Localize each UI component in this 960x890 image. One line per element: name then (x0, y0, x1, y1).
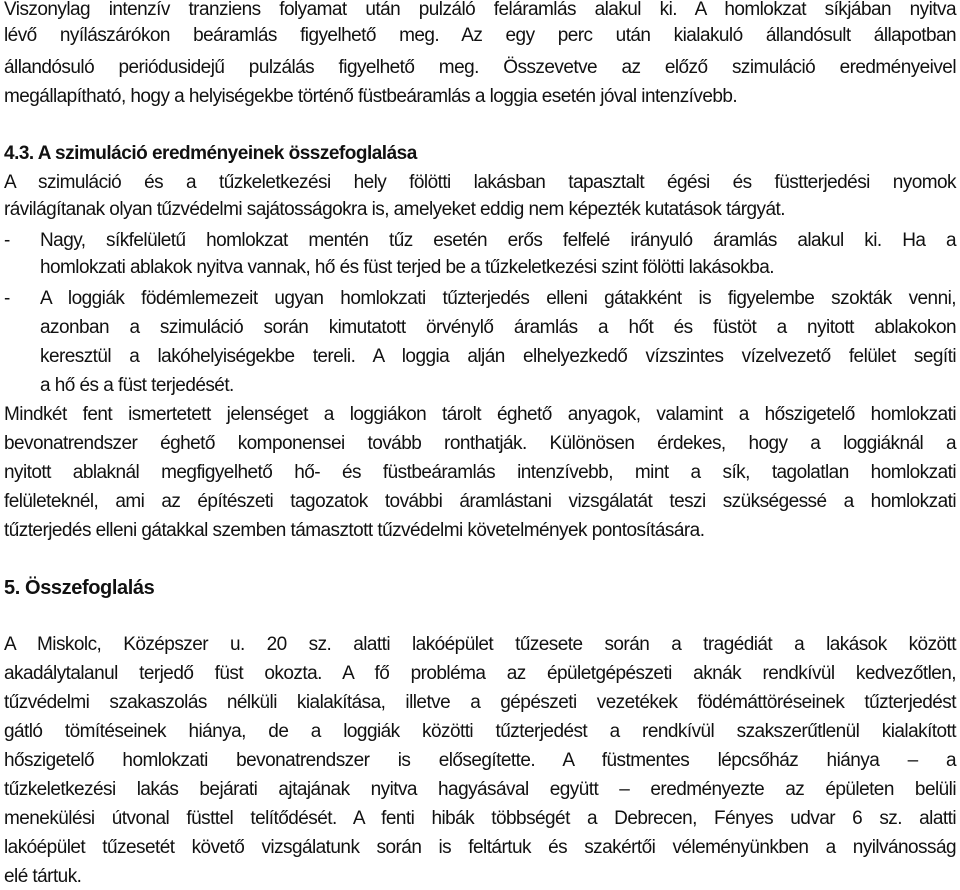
list-item-line: homlokzati ablakok nyitva vannak, hő és füst terjed be a tűzkeletkezési szint fölötti lakásokba. (40, 257, 775, 278)
paragraph-line: megállapítható, hogy a helyiségekbe történő füstbeáramlás a loggia esetén jóval intenzívebb. (4, 86, 738, 107)
paragraph-line: akadálytalanul terjedő füst okozta. A fő probléma az épületgépészeti aknák rendkívül kedvezőtlen, (4, 663, 956, 684)
paragraph-line: A szimuláció és a tűzkeletkezési hely fölötti lakásban tapasztalt égési és füstterjedési nyomok (4, 172, 956, 193)
paragraph-line: menekülési útvonal füsttel telítődését. A fenti hibák többségét a Debrecen, Fényes udvar 6 sz. alatti (4, 808, 956, 829)
list-item-line: Nagy, síkfelületű homlokzat mentén tűz esetén erős felfelé irányuló áramlás alakul ki. Ha a (40, 230, 956, 251)
list-item-line: a hő és a füst terjedését. (40, 375, 234, 396)
paragraph-line: hőszigetelő homlokzati bevonatrendszer is elősegítette. A füstmentes lépcsőház hiánya – a (4, 750, 956, 771)
list-item-line: A loggiák födémlemezeit ugyan homlokzati tűzterjedés elleni gátakként is figyelembe szokták venni, (40, 288, 956, 309)
paragraph-line: tűzvédelmi szakaszolás nélküli kialakítása, illetve a gépészeti vezetékek födémáttöréseinek tűzterjedést (4, 692, 956, 713)
list-dash: - (4, 230, 11, 251)
section-heading: 5. Összefoglalás (4, 577, 155, 599)
paragraph-line: lakóépület tűzesetét követő vizsgálatunk során is feltártuk és szakértői véleményünkben a nyilvánosság (4, 837, 956, 858)
paragraph-line: elé tártuk. (4, 866, 82, 887)
section-heading: 4.3. A szimuláció eredményeinek összefoglalása (4, 143, 417, 164)
paragraph-line: bevonatrendszer éghető komponensei tovább ronthatják. Különösen érdekes, hogy a loggiáknál a (4, 433, 956, 454)
paragraph-line: állandósuló periódusidejű pulzálás figyelhető meg. Összevetve az előző szimuláció eredményeivel (4, 57, 956, 78)
paragraph-line: Viszonylag intenzív tranziens folyamat után pulzáló feláramlás alakul ki. A homlokzat síkjában nyitva (4, 0, 956, 20)
paragraph-line: gátló tömítéseinek hiánya, de a loggiák közötti tűzterjedést a rendkívül szakszerűtlenül kialakított (4, 721, 956, 742)
list-dash: - (4, 288, 11, 309)
paragraph-line: nyitott ablaknál megfigyelhető hő- és füstbeáramlás intenzívebb, mint a sík, tagolatlan homlokzati (4, 462, 956, 483)
paragraph-line: lévő nyílászárókon beáramlás figyelhető meg. Az egy perc után kialakuló állandósult állapotban (4, 25, 956, 46)
paragraph-line: rávilágítanak olyan tűzvédelmi sajátosságokra is, amelyeket eddig nem képezték kutatások tárgyát. (4, 199, 785, 220)
paragraph-line: felületeknél, ami az építészeti tagozatok további áramlástani vizsgálatát teszi szükségessé a homlokzati (4, 491, 956, 512)
paragraph-line: tűzterjedés elleni gátakkal szemben támasztott tűzvédelmi követelmények pontosítására. (4, 520, 705, 541)
list-item-line: keresztül a lakóhelyiségekbe tereli. A loggia alján elhelyezkedő vízszintes vízelvezető felület segíti (40, 346, 956, 367)
paragraph-line: A Miskolc, Középszer u. 20 sz. alatti lakóépület tűzesete során a tragédiát a lakások között (4, 634, 956, 655)
list-item-line: azonban a szimuláció során kimutatott örvénylő áramlás a hőt és füstöt a nyitott ablakokon (40, 317, 956, 338)
paragraph-line: Mindkét fent ismertetett jelenséget a loggiákon tárolt éghető anyagok, valamint a hőszigetelő homlokzati (4, 404, 956, 425)
paragraph-line: tűzkeletkezési lakás bejárati ajtajának nyitva hagyásával együtt – eredményezte az épületen belüli (4, 779, 956, 800)
